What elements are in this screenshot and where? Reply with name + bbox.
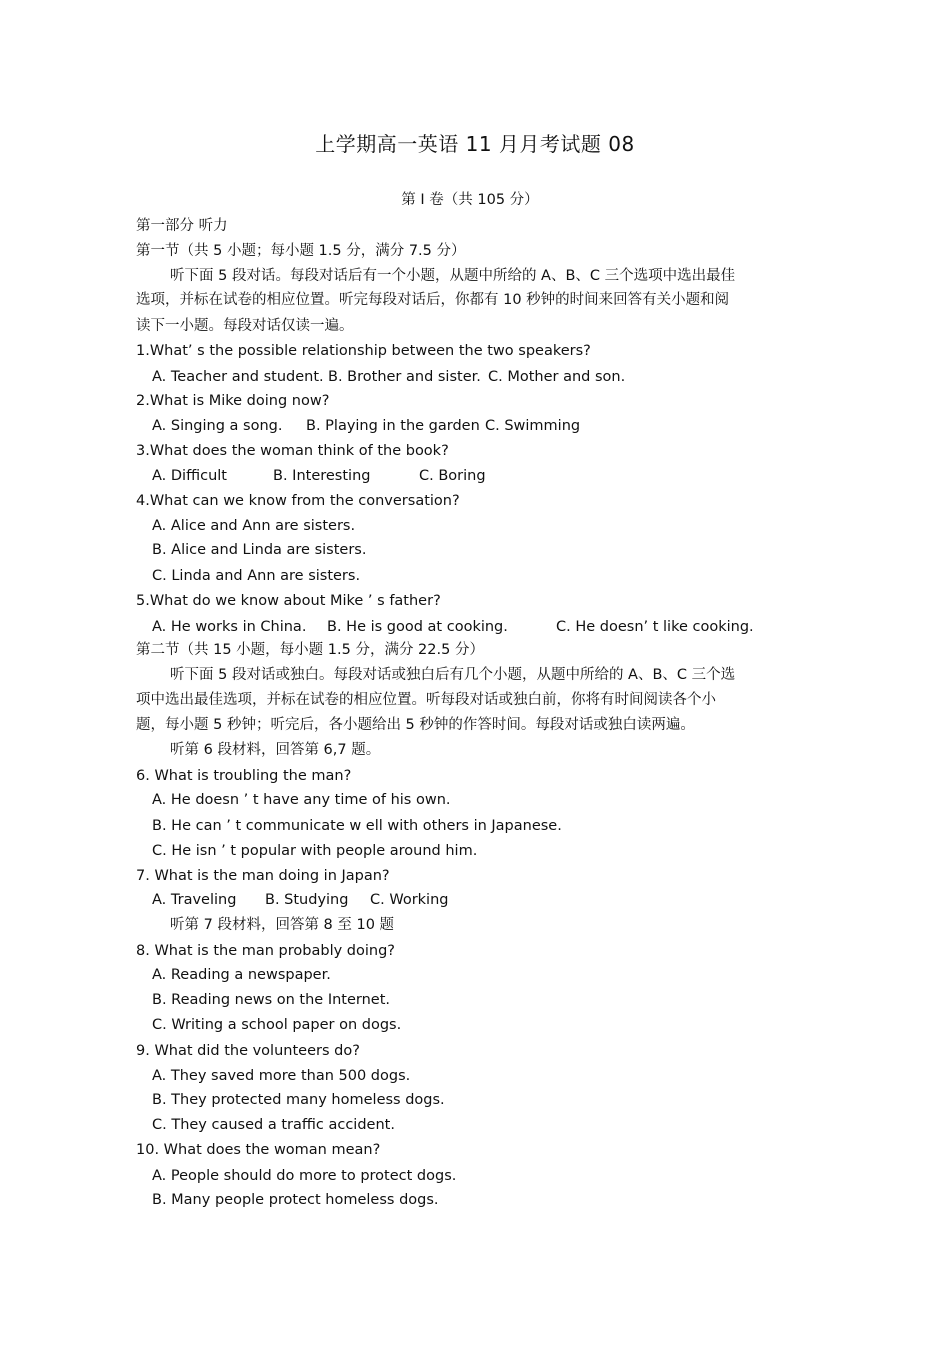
option-a: A. Singing a song. — [152, 418, 283, 434]
question-7-options — [152, 891, 448, 909]
option-a: A. They saved more than 500 dogs. — [152, 1068, 411, 1084]
option-c: C. Linda and Ann are sisters. — [152, 568, 361, 584]
option-b: B. Playing in the garden — [306, 418, 480, 434]
question-2-options — [152, 417, 580, 435]
option-c: C. Mother and son. — [488, 369, 626, 385]
option-a: A. Reading a newspaper. — [152, 967, 331, 983]
section2-instruction: 项中选出最佳选项，并标在试卷的相应位置。听每段对话或独白前，你将有时间阅读各个小 — [136, 692, 716, 708]
option-b: B. Reading news on the Internet. — [152, 992, 391, 1008]
question-6-stem: 6. What is troubling the man? — [136, 768, 352, 784]
question-8-stem: 8. What is the man probably doing? — [136, 943, 395, 959]
option-c: C. Boring — [419, 468, 486, 484]
part-heading: 第一部分 听力 — [136, 218, 228, 234]
question-1-options — [152, 368, 625, 386]
option-c: C. He doesn’ t like cooking. — [556, 619, 754, 635]
option-b: B. Interesting — [273, 468, 371, 484]
option-c: C. Swimming — [485, 418, 581, 434]
section1-instruction: 选项，并标在试卷的相应位置。听完每段对话后，你都有 10 秒钟的时间来回答有关小题和阅 — [136, 292, 730, 308]
section1-instruction: 听下面 5 段对话。每段对话后有一个小题，从题中所给的 A、B、C 三个选项中选出最佳 — [170, 268, 736, 284]
option-a: A. Difficult — [152, 468, 227, 484]
question-5-stem: 5.What do we know about Mike ’ s father? — [136, 593, 441, 609]
option-c: C. Working — [370, 892, 449, 908]
material-heading: 听第 7 段材料，回答第 8 至 10 题 — [170, 917, 395, 933]
question-5-options — [152, 618, 754, 636]
option-a: A. Teacher and student. — [152, 369, 324, 385]
volume-heading: 第 I 卷（共 105 分） — [401, 192, 539, 208]
option-c: C. Writing a school paper on dogs. — [152, 1017, 402, 1033]
option-b: B. They protected many homeless dogs. — [152, 1092, 445, 1108]
section2-heading: 第二节（共 15 小题，每小题 1.5 分，满分 22.5 分） — [136, 642, 484, 658]
option-b: B. Brother and sister. — [328, 369, 481, 385]
option-b: B. Alice and Linda are sisters. — [152, 542, 367, 558]
option-c: C. He isn ’ t popular with people around him. — [152, 843, 478, 859]
option-c: C. They caused a traffic accident. — [152, 1117, 395, 1133]
option-b: B. Studying — [265, 892, 349, 908]
material-heading: 听第 6 段材料，回答第 6,7 题。 — [170, 742, 381, 758]
question-3-stem: 3.What does the woman think of the book? — [136, 443, 449, 459]
question-1-stem: 1.What’ s the possible relationship between the two speakers? — [136, 343, 591, 359]
question-9-stem: 9. What did the volunteers do? — [136, 1043, 360, 1059]
page-title: 上学期高一英语 11 月月考试题 08 — [315, 132, 635, 156]
question-2-stem: 2.What is Mike doing now? — [136, 393, 330, 409]
option-a: A. He works in China. — [152, 619, 307, 635]
option-a: A. People should do more to protect dogs. — [152, 1168, 457, 1184]
section1-instruction: 读下一小题。每段对话仅读一遍。 — [136, 318, 354, 334]
option-a: A. He doesn ’ t have any time of his own. — [152, 792, 451, 808]
section2-instruction: 题，每小题 5 秒钟；听完后，各小题给出 5 秒钟的作答时间。每段对话或独白读两遍。 — [136, 717, 695, 733]
option-b: B. He is good at cooking. — [327, 619, 508, 635]
question-4-stem: 4.What can we know from the conversation? — [136, 493, 460, 509]
section2-instruction: 听下面 5 段对话或独白。每段对话或独白后有几个小题，从题中所给的 A、B、C 三个选 — [170, 667, 736, 683]
option-b: B. Many people protect homeless dogs. — [152, 1192, 439, 1208]
option-b: B. He can ’ t communicate w ell with others in Japanese. — [152, 818, 562, 834]
option-a: A. Traveling — [152, 892, 237, 908]
question-7-stem: 7. What is the man doing in Japan? — [136, 868, 390, 884]
option-a: A. Alice and Ann are sisters. — [152, 518, 356, 534]
section1-heading: 第一节（共 5 小题；每小题 1.5 分，满分 7.5 分） — [136, 243, 466, 259]
question-10-stem: 10. What does the woman mean? — [136, 1142, 381, 1158]
question-3-options — [152, 467, 486, 485]
